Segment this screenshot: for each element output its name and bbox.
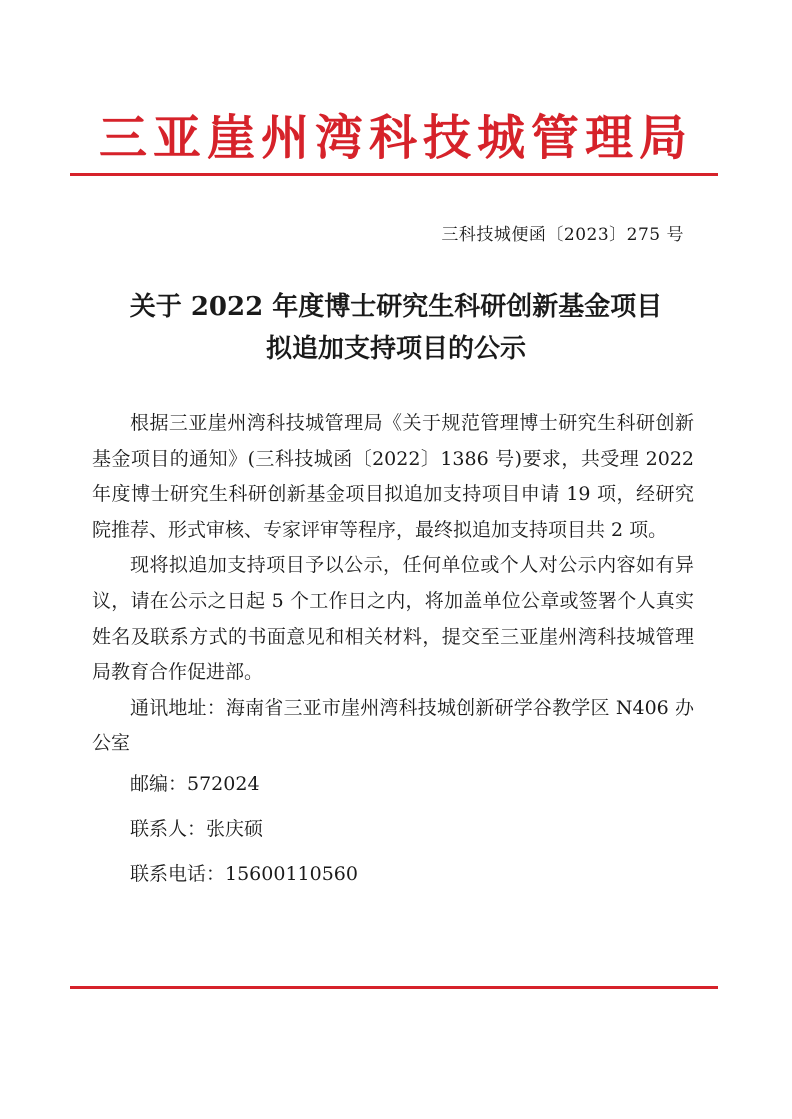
- footer-red-rule: [70, 986, 718, 989]
- document-title-line-1: 关于 2022 年度博士研究生科研创新基金项目: [129, 292, 663, 322]
- body-paragraph-2: 现将拟追加支持项目予以公示，任何单位或个人对公示内容如有异议，请在公示之日起 5 个工作日之内，将加盖单位公章或签署个人真实姓名及联系方式的书面意见和相关材料，提交至三亚崖州湾科技城管理局教育合作促进部。: [92, 554, 694, 684]
- masthead-red-rule: [70, 173, 718, 176]
- contact-phone: 联系电话：15600110560: [130, 862, 358, 885]
- document-body: [92, 406, 694, 897]
- document-title: [0, 286, 792, 370]
- contact-person: 联系人：张庆硕: [130, 817, 264, 840]
- document-number: 三科技城便函〔2023〕275 号: [441, 225, 684, 245]
- contact-address: 通讯地址：海南省三亚市崖州湾科技城创新研学谷教学区 N406 办公室: [92, 696, 694, 755]
- document-title-line-2: 拟追加支持项目的公示: [265, 334, 526, 364]
- masthead-org-name: 三亚崖州湾科技城管理局: [98, 110, 693, 166]
- body-paragraph-1: 根据三亚崖州湾科技城管理局《关于规范管理博士研究生科研创新基金项目的通知》(三科技城函〔2022〕1386 号)要求，共受理 2022 年度博士研究生科研创新基金项目拟追加支持项目申请 19 项，经研究院推荐、形式审核、专家评审等程序，最终拟追加支持项目共 2 项。: [92, 412, 694, 541]
- contact-postcode: 邮编：572024: [130, 772, 260, 795]
